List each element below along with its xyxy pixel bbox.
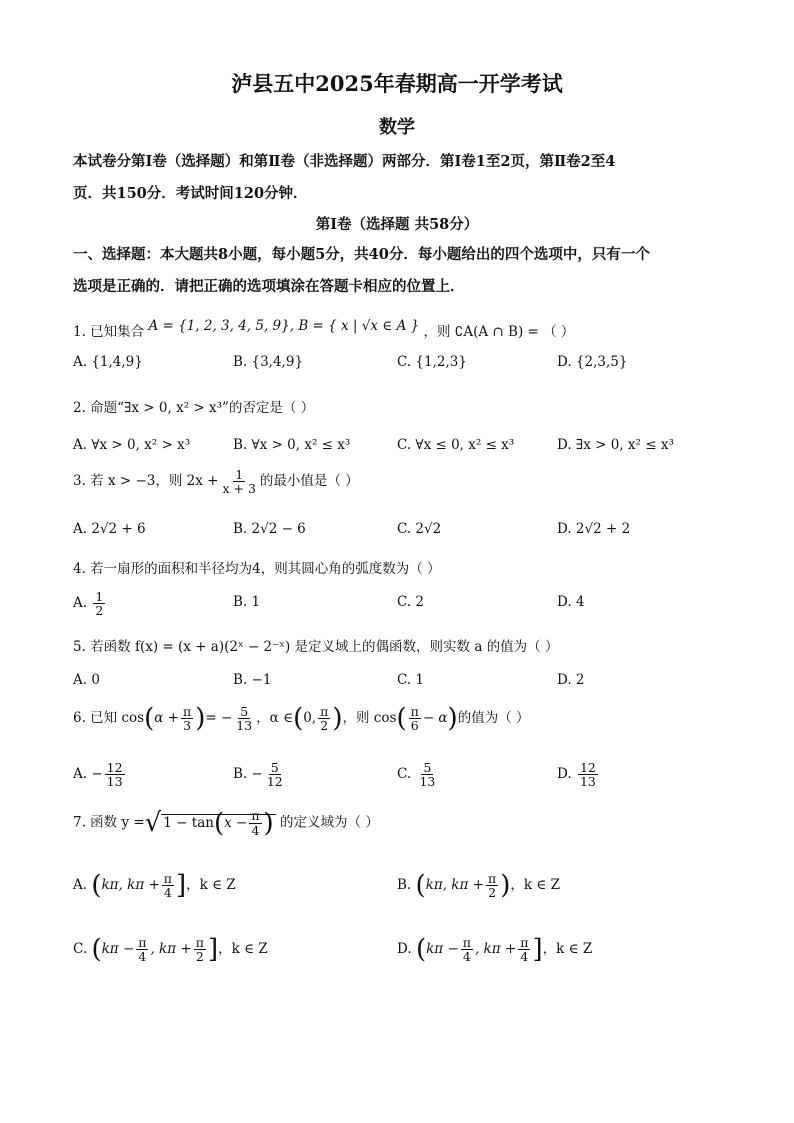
question-7-option-d[interactable]: D. (kπ − $\frac{\pi}{4}$ , kπ + $\frac{\pi}{4}$ ]，k ∈ Z <box>397 934 593 965</box>
intro-line-2: 页．共150分．考试时间120分钟． <box>73 185 308 202</box>
question-1-option-b[interactable]: B. {3,4,9} <box>233 354 304 370</box>
question-3-stem: 3. 若 x > −3，则 2x + $\frac{1}{x + 3}$ 的最小值是（ ） <box>73 467 359 497</box>
question-2-option-c[interactable]: C. ∀x ≤ 0, x² ≤ x³ <box>397 437 515 453</box>
question-6-option-a[interactable]: A. − $\frac{12}{13}$ <box>73 760 123 790</box>
question-4-option-a[interactable]: A. $\frac{1}{2}$ <box>73 589 104 619</box>
question-1-option-d[interactable]: D. {2,3,5} <box>557 354 628 370</box>
question-2-option-b[interactable]: B. ∀x > 0, x² ≤ x³ <box>233 437 351 453</box>
subject-title: 数学 <box>379 117 415 138</box>
question-3-option-d[interactable]: D. 2√2 + 2 <box>557 521 631 537</box>
question-3-fraction: $\frac{1}{x + 3}$ <box>222 467 256 497</box>
question-3-option-c[interactable]: C. 2√2 <box>397 521 442 537</box>
section-instruction-1: 一、选择题：本大题共8小题，每小题5分，共40分．每小题给出的四个选项中，只有一个 <box>73 246 650 263</box>
question-6-option-c[interactable]: C. $\frac{5}{13}$ <box>397 760 436 790</box>
question-1-option-a[interactable]: A. {1,4,9} <box>73 354 143 370</box>
question-7-option-c[interactable]: C. (kπ − $\frac{\pi}{4}$ , kπ + $\frac{\pi}{2}$ ]，k ∈ Z <box>73 934 268 965</box>
section-title: 第Ⅰ卷（选择题 共58分） <box>315 216 479 233</box>
question-6-option-b[interactable]: B. − $\frac{5}{12}$ <box>233 760 283 790</box>
question-4-stem: 4. 若一扇形的面积和半径均为4，则其圆心角的弧度数为（ ） <box>73 561 441 577</box>
question-7-option-b[interactable]: B. (kπ, kπ + $\frac{\pi}{2}$ )，k ∈ Z <box>397 870 560 901</box>
question-5-option-b[interactable]: B. −1 <box>233 672 272 688</box>
question-2-option-a[interactable]: A. ∀x > 0, x² > x³ <box>73 437 191 453</box>
question-4-option-b[interactable]: B. 1 <box>233 594 261 610</box>
section-instruction-2: 选项是正确的．请把正确的选项填涂在答题卡相应的位置上． <box>73 278 465 295</box>
question-4-option-d[interactable]: D. 4 <box>557 594 585 610</box>
question-5-stem: 5. 若函数 f(x) = (x + a)(2ˣ − 2⁻ˣ) 是定义域上的偶函数，则实数 a 的值为（ ） <box>73 639 559 655</box>
question-1-option-c[interactable]: C. {1,2,3} <box>397 354 467 370</box>
question-7-option-a[interactable]: A. (kπ, kπ + $\frac{\pi}{4}$ ]，k ∈ Z <box>73 870 236 901</box>
question-3-option-b[interactable]: B. 2√2 − 6 <box>233 521 306 537</box>
exam-title: 泸县五中2025年春期高一开学考试 <box>231 71 563 96</box>
question-4-option-c[interactable]: C. 2 <box>397 594 425 610</box>
question-5-option-c[interactable]: C. 1 <box>397 672 425 688</box>
question-7-stem: 7. 函数 y =√ 1 − tan(x − $\frac{\pi}{4}$ ) 的定义域为（ ） <box>73 808 379 838</box>
question-2-option-d[interactable]: D. ∃x > 0, x² ≤ x³ <box>557 437 674 453</box>
question-3-option-a[interactable]: A. 2√2 + 6 <box>73 521 146 537</box>
intro-line-1: 本试卷分第Ⅰ卷（选择题）和第Ⅱ卷（非选择题）两部分．第Ⅰ卷1至2页，第Ⅱ卷2至4 <box>73 153 616 170</box>
question-5-option-a[interactable]: A. 0 <box>73 672 100 688</box>
question-5-option-d[interactable]: D. 2 <box>557 672 585 688</box>
question-6-option-d[interactable]: D. $\frac{12}{13}$ <box>557 760 596 790</box>
question-2-stem: 2. 命题“∃x > 0, x² > x³”的否定是（ ） <box>73 400 315 416</box>
question-6-stem: 6. 已知 cos(α + $\frac{\pi}{3}$ )= − $\frac{5}{13}$ ，α ∈(0, $\frac{\pi}{2}$ )，则 cos( $\frac{\pi}{6}$ − α)的值为（ ） <box>73 703 530 734</box>
question-7-radicand: 1 − tan(x − $\frac{\pi}{4}$ ) <box>163 808 274 838</box>
question-1-stem: 1. 已知集合 A = {1, 2, 3, 4, 5, 9}, B = { x | √x ∈ A } ，则 ∁A(A ∩ B) = （ ） <box>73 318 575 340</box>
